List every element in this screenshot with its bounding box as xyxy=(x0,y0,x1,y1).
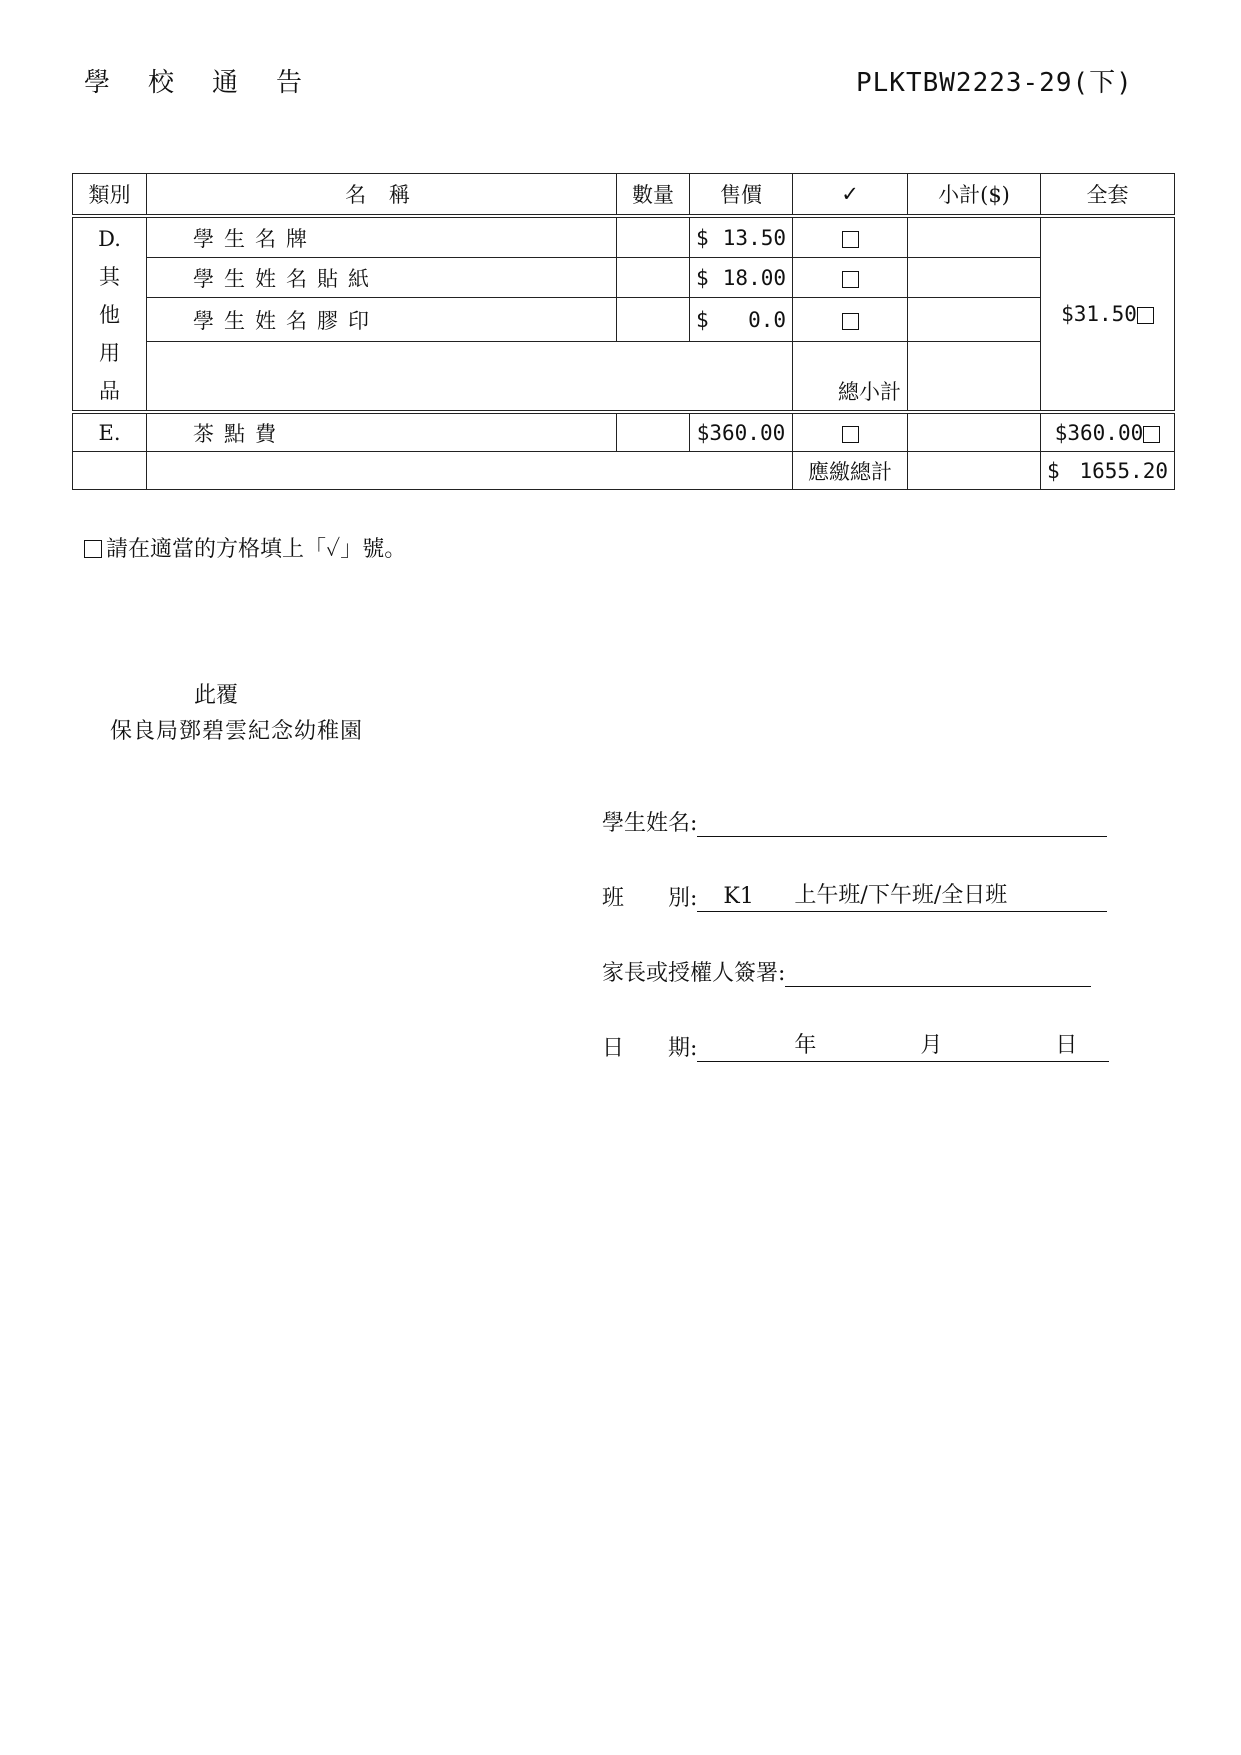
class-input[interactable] xyxy=(697,885,1107,912)
set-price: $360.00 xyxy=(1054,420,1144,445)
category-d-line: 用 xyxy=(99,341,120,365)
category-d-line: 他 xyxy=(99,303,120,327)
notice-title: 學校通告 xyxy=(84,68,341,98)
price-currency: $ xyxy=(696,307,709,332)
closing-text: 此覆 xyxy=(194,683,239,708)
grand-total-currency: $ xyxy=(1047,458,1060,483)
class-field xyxy=(602,881,1107,912)
item-name: 學生姓名膠印 xyxy=(147,298,617,342)
quantity-cell[interactable] xyxy=(617,216,690,258)
price-cell xyxy=(690,258,793,298)
check-cell xyxy=(793,216,908,258)
subtotal-cell[interactable] xyxy=(908,258,1041,298)
student-name-label: 學生姓名: xyxy=(602,811,698,836)
table-row xyxy=(73,258,1175,298)
price-currency: $ xyxy=(696,265,709,290)
check-cell xyxy=(793,298,908,342)
signature-label: 家長或授權人簽署: xyxy=(602,961,786,986)
check-cell xyxy=(793,258,908,298)
table-row xyxy=(73,342,1175,412)
item-name: 學生名牌 xyxy=(147,216,617,258)
subtotal-cell[interactable] xyxy=(908,298,1041,342)
checkbox[interactable] xyxy=(842,271,859,288)
category-e-cell: E. xyxy=(73,412,147,452)
date-field xyxy=(602,1031,1109,1062)
empty-cell xyxy=(147,342,793,412)
grand-total-amount: 1655.20 xyxy=(1079,458,1168,483)
table-header-row xyxy=(73,174,1175,217)
subtotal-label: 總小計 xyxy=(793,342,908,412)
quantity-cell[interactable] xyxy=(617,412,690,452)
date-day: 日 xyxy=(1055,1033,1078,1058)
student-name-input[interactable] xyxy=(697,810,1107,837)
checkbox[interactable] xyxy=(842,313,859,330)
school-name: 保良局鄧碧雲紀念幼稚園 xyxy=(110,719,364,744)
class-options[interactable]: 上午班/下午班/全日班 xyxy=(794,883,1008,908)
grand-total-label: 應繳總計 xyxy=(793,452,908,490)
header-check: ✓ xyxy=(793,174,908,217)
empty-cell xyxy=(908,452,1041,490)
table-row xyxy=(73,452,1175,490)
category-d-line: 品 xyxy=(99,379,120,403)
table-row xyxy=(73,216,1175,258)
signature-input[interactable] xyxy=(785,960,1091,987)
header-set: 全套 xyxy=(1041,174,1175,217)
category-d-cell xyxy=(73,216,147,412)
category-d-line: 其 xyxy=(99,265,120,289)
table-row xyxy=(73,298,1175,342)
category-d-line: D. xyxy=(98,227,121,251)
set-cell-d xyxy=(1041,216,1175,412)
set-price: $31.50 xyxy=(1061,302,1137,326)
header-subtotal: 小計($) xyxy=(908,174,1041,217)
empty-cell xyxy=(147,452,793,490)
subtotal-cell[interactable] xyxy=(908,216,1041,258)
subtotal-total-cell[interactable] xyxy=(908,342,1041,412)
class-label: 班 別: xyxy=(602,886,698,911)
price-value: 18.00 xyxy=(722,265,786,290)
date-input[interactable] xyxy=(697,1035,1109,1062)
header-name: 名 稱 xyxy=(147,174,617,217)
student-name-field xyxy=(602,806,1107,837)
signature-field xyxy=(602,956,1091,987)
header-quantity: 數量 xyxy=(617,174,690,217)
checkbox[interactable] xyxy=(1137,307,1154,324)
order-table xyxy=(72,173,1175,490)
set-cell-e xyxy=(1041,412,1175,452)
note-text: 請在適當的方格填上「✓」號。 xyxy=(106,537,407,562)
instruction-note xyxy=(84,532,406,563)
price-value: 0.0 xyxy=(748,307,786,332)
price-value: 13.50 xyxy=(722,225,786,250)
date-month: 月 xyxy=(920,1033,943,1058)
checkbox[interactable] xyxy=(842,426,859,443)
check-cell xyxy=(793,412,908,452)
grand-total-cell xyxy=(1041,452,1175,490)
subtotal-cell[interactable] xyxy=(908,412,1041,452)
price-cell: $360.00 xyxy=(690,412,793,452)
quantity-cell[interactable] xyxy=(617,298,690,342)
date-label: 日 期: xyxy=(602,1036,698,1061)
table-row xyxy=(73,412,1175,452)
quantity-cell[interactable] xyxy=(617,258,690,298)
item-name: 茶點費 xyxy=(147,412,617,452)
header-price: 售價 xyxy=(690,174,793,217)
price-currency: $ xyxy=(696,225,709,250)
class-value: K1 xyxy=(723,884,754,909)
date-year: 年 xyxy=(794,1033,817,1058)
empty-cell xyxy=(73,452,147,490)
price-cell xyxy=(690,216,793,258)
item-name: 學生姓名貼紙 xyxy=(147,258,617,298)
notice-code: PLKTBW2223-29(下) xyxy=(856,68,1133,98)
note-checkbox-icon xyxy=(84,540,102,558)
header-category: 類別 xyxy=(73,174,147,217)
checkbox[interactable] xyxy=(842,231,859,248)
price-cell xyxy=(690,298,793,342)
checkbox[interactable] xyxy=(1143,426,1160,443)
